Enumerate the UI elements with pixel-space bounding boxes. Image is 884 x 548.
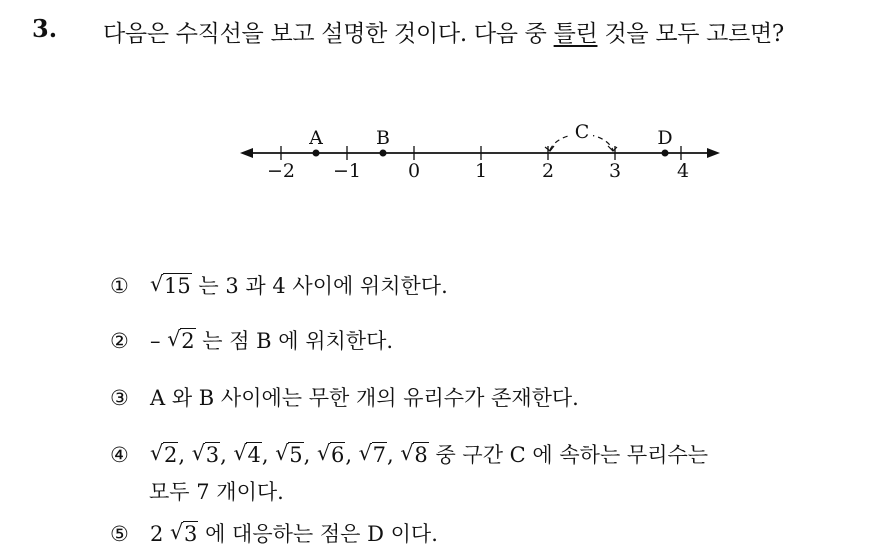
left-arrow-icon <box>240 148 253 158</box>
tick-label: 1 <box>474 160 488 182</box>
choice-1[interactable] <box>110 270 448 300</box>
question-text-before: 다음은 수직선을 보고 설명한 것이다. 다음 중 <box>103 21 554 47</box>
point-a-label: A <box>309 127 323 149</box>
tick-label: 4 <box>676 160 690 182</box>
point-b-dot <box>380 150 387 157</box>
choice-4[interactable]: ④√ 2, √ 3, √ 4, √ 5, √ 6, √ 7, √ 8 중 구간 C 에 속하는 무리수는 <box>110 439 708 469</box>
choice-2-text: 는 점 B 에 위치한다. <box>195 329 394 353</box>
choice-5-prefix: 2 <box>150 522 171 546</box>
choice-4-continuation: 모두 7 개이다. <box>149 480 284 504</box>
choice-2-prefix: – <box>150 329 168 353</box>
question-number: 3. <box>32 14 58 43</box>
point-b-label: B <box>376 127 390 149</box>
sqrt-symbol: √ 2 <box>152 443 178 467</box>
sqrt-symbol: √ 3 <box>194 443 220 467</box>
choice-1-mark: ① <box>110 274 129 298</box>
interval-c-start-arrow-icon <box>545 146 554 151</box>
choice-4-text: 중 구간 C 에 속하는 무리수는 <box>428 443 709 467</box>
sqrt-symbol: √ 8 <box>402 443 428 467</box>
point-d-dot <box>662 150 669 157</box>
tick-label: −1 <box>332 160 362 182</box>
sqrt-symbol: √ 2 <box>169 329 195 353</box>
choice-3-text: A 와 B 사이에는 무한 개의 유리수가 존재한다. <box>150 386 579 410</box>
sqrt-symbol: √ 15 <box>152 274 192 298</box>
interval-c-label: C <box>574 121 590 143</box>
sqrt-symbol: √ 3 <box>172 522 198 546</box>
point-d-label: D <box>657 127 673 149</box>
sqrt-symbol: √ 4 <box>235 443 261 467</box>
choice-2[interactable] <box>110 325 393 355</box>
choice-5-text: 에 대응하는 점은 D 이다. <box>198 522 438 546</box>
sqrt-symbol: √ 6 <box>319 443 345 467</box>
sqrt-symbol: √ 7 <box>361 443 387 467</box>
choice-2-mark: ② <box>110 329 129 353</box>
right-arrow-icon <box>707 148 720 158</box>
choice-5[interactable] <box>110 518 438 548</box>
choice-4-mark: ④ <box>110 443 129 467</box>
choice-3-mark: ③ <box>110 386 129 410</box>
tick-label: 3 <box>608 160 622 182</box>
tick-label: −2 <box>266 160 296 182</box>
question-text-after: 것을 모두 고르면? <box>597 21 784 47</box>
question-underlined-word: 틀린 <box>553 21 598 47</box>
tick-label: 0 <box>407 160 421 182</box>
choice-5-mark: ⑤ <box>110 522 129 546</box>
choice-3[interactable] <box>110 382 579 412</box>
point-a-dot <box>313 150 320 157</box>
sqrt-symbol: √ 5 <box>277 443 303 467</box>
tick-label: 2 <box>541 160 555 182</box>
choice-1-text: 는 3 과 4 사이에 위치한다. <box>191 274 448 298</box>
